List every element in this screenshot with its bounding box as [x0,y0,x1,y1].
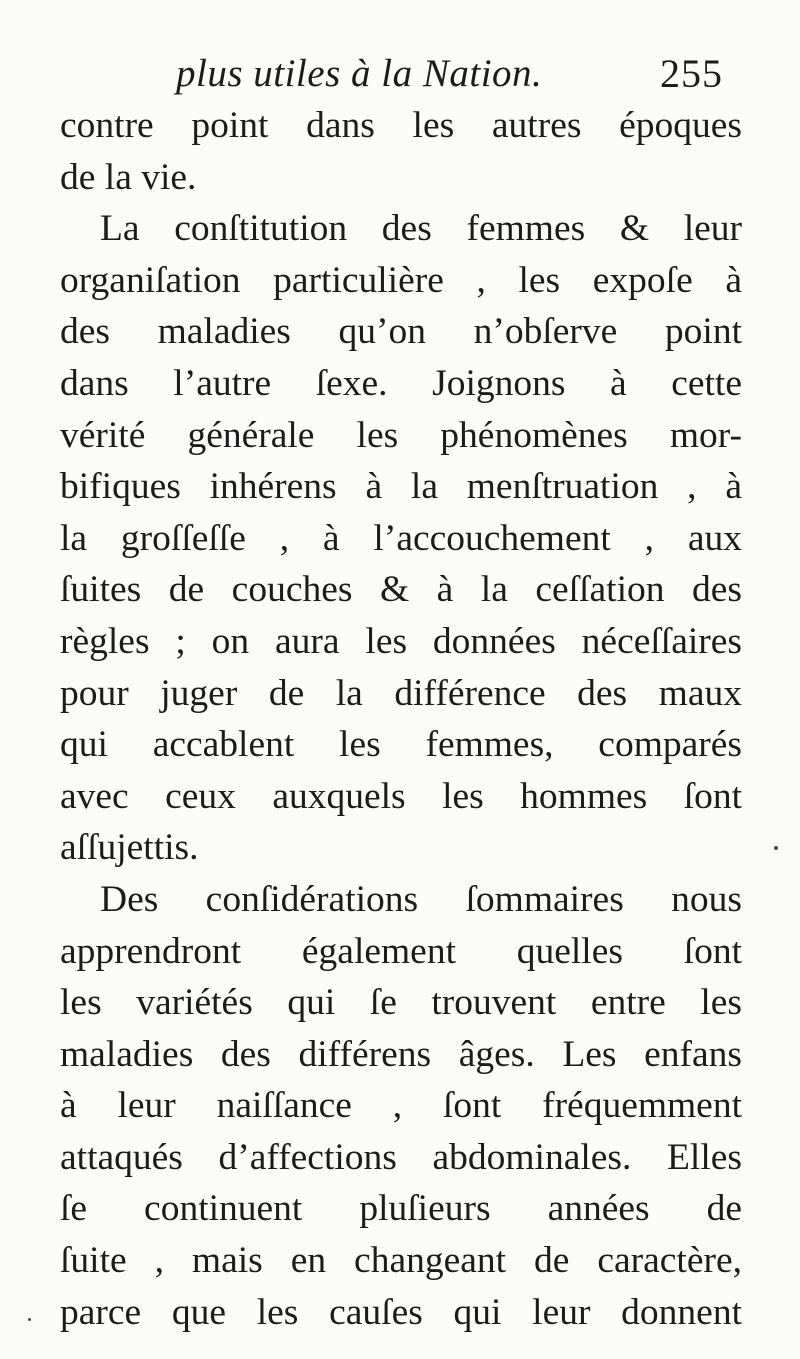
text-line: La conſtitution des femmes & leur [100,208,742,250]
text-line: Des conſidérations ſommaires nous [100,878,742,920]
running-title: plus utiles à la Nation. [176,52,543,95]
running-head [0,44,800,104]
text-line: avec ceux auxquels les hommes ſont [60,775,742,817]
text-line: vérité générale les phénomènes mor- [60,414,742,456]
text-line: aſſujettis. [60,827,199,869]
text-line: de la vie. [60,156,197,198]
body-text [60,100,742,1338]
ink-speck [774,846,778,850]
ink-speck [28,1318,31,1321]
text-line: dans l’autre ſexe. Joignons à cette [60,362,742,404]
text-line: ſe continuent pluſieurs années de [60,1188,742,1230]
text-line: contre point dans les autres époques [60,105,742,146]
text-line: attaqués d’affections abdominales. Elles [60,1136,742,1178]
text-line: qui accablent les femmes, comparés [60,724,742,766]
text-line: la groſſeſſe , à l’accouchement , aux [60,517,742,559]
text-line: ſuite , mais en changeant de caractère, [60,1240,742,1282]
text-line: organiſation particulière , les expoſe à [60,259,742,301]
text-line: pour juger de la différence des maux [60,672,742,714]
text-line: règles ; on aura les données néceſſaires [60,620,742,662]
text-line: les variétés qui ſe trouvent entre les [60,982,742,1024]
text-line: bifiques inhérens à la menſtruation , à [60,466,742,508]
text-line: ſuites de couches & à la ceſſation des [60,569,742,611]
page-number: 255 [660,51,723,96]
text-line: parce que les cauſes qui leur donnent [60,1291,742,1333]
text-line: apprendront également quelles ſont [60,930,742,972]
text-line: maladies des différens âges. Les enfans [60,1033,742,1075]
text-line: à leur naiſſance , ſont fréquemment [60,1085,742,1127]
text-line: des maladies qu’on n’obſerve point [60,311,742,353]
